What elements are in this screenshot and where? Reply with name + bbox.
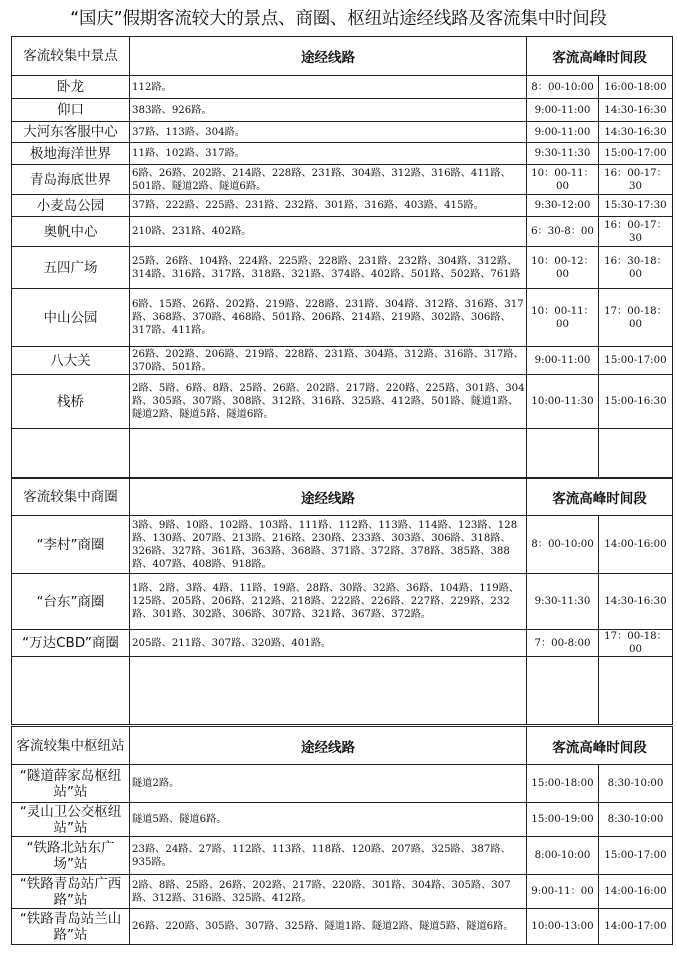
- scenic-spot-row: [12, 99, 673, 122]
- peak-time-2: 14:00-16:00: [599, 516, 673, 574]
- peak-time-1: 15:00-19:00: [527, 803, 599, 837]
- name-cell: 仰口: [12, 99, 130, 122]
- scenic-spot-row: [12, 375, 673, 429]
- business-area-row: [12, 516, 673, 574]
- name-cell: “铁路北站东广场”站: [12, 837, 130, 875]
- peak-time-1: 10：00-11：00: [527, 289, 599, 347]
- peak-time-2: 16：00-17：30: [599, 217, 673, 247]
- peak-time-2: 14:00-16:00: [599, 875, 673, 909]
- hub-header-row: [12, 727, 673, 765]
- name-cell: “隧道薛家岛枢纽站”站: [12, 765, 130, 803]
- hub-row: [12, 909, 673, 945]
- name-cell: 青岛海底世界: [12, 165, 130, 195]
- peak-time-1: 6：30-8：00: [527, 217, 599, 247]
- hub-row: [12, 803, 673, 837]
- name-cell: 极地海洋世界: [12, 143, 130, 165]
- routes-cell: 383路、926路。: [130, 99, 527, 122]
- routes-cell: 37路、113路、304路。: [130, 122, 527, 143]
- routes-cell: 205路、211路、307路、320路、401路。: [130, 630, 527, 657]
- hub-row: [12, 875, 673, 909]
- peak-time-2: 16：00-17：30: [599, 165, 673, 195]
- routes-cell: 112路。: [130, 76, 527, 99]
- routes-cell: 26路、202路、206路、219路、228路、231路、304路、312路、316路、317路、370路、501路。: [130, 347, 527, 375]
- peak-time-2: 15:00-17:00: [599, 143, 673, 165]
- name-cell: 中山公园: [12, 289, 130, 347]
- name-cell: “李村”商圈: [12, 516, 130, 574]
- peak-time-1: 9:30-12:00: [527, 195, 599, 217]
- name-cell: 五四广场: [12, 247, 130, 289]
- peak-time-2: 17：00-18：00: [599, 630, 673, 657]
- peak-time-2: 15:00-17:00: [599, 837, 673, 875]
- peak-time-1: 10：00-11：00: [527, 165, 599, 195]
- name-cell: “台东”商圈: [12, 574, 130, 630]
- peak-time-1: 10：00-12：00: [527, 247, 599, 289]
- peak-header: 客流高峰时间段: [527, 478, 673, 516]
- name-cell: 卧龙: [12, 76, 130, 99]
- name-cell: “铁路青岛站广西路”站: [12, 875, 130, 909]
- scenic-header-row: [12, 37, 673, 76]
- scenic-spot-row: [12, 122, 673, 143]
- peak-time-1: 9:00-11:00: [527, 347, 599, 375]
- routes-cell: 1路、2路、3路、4路、11路、19路、28路、30路、32路、36路、104路、119路、125路、205路、206路、212路、218路、222路、226路、227路、229路、232路、301路、302路、306路、307路、321路、367路、372路。: [130, 574, 527, 630]
- hubs-table: [11, 726, 673, 945]
- peak-time-1: 8:00-10:00: [527, 837, 599, 875]
- routes-cell: 23路、24路、27路、112路、113路、118路、120路、207路、325路、387路、935路。: [130, 837, 527, 875]
- peak-time-1: 9:00-11:00: [527, 99, 599, 122]
- scenic-spot-row: [12, 143, 673, 165]
- scenic-spot-row: [12, 165, 673, 195]
- name-cell: 八大关: [12, 347, 130, 375]
- name-cell: “铁路青岛站兰山路”站: [12, 909, 130, 945]
- peak-time-2: 14:30-16:30: [599, 99, 673, 122]
- scenic-spot-row: [12, 195, 673, 217]
- scenic-spots-table: [11, 36, 673, 479]
- peak-time-1: 10:00-13:00: [527, 909, 599, 945]
- scenic-spot-row: [12, 289, 673, 347]
- routes-header: 途经线路: [130, 478, 527, 516]
- routes-cell: 26路、220路、305路、307路、325路、隧道1路、隧道2路、隧道5路、隧道6路。: [130, 909, 527, 945]
- hub-row: [12, 765, 673, 803]
- routes-header: 途经线路: [130, 727, 527, 765]
- routes-cell: 隧道5路、隧道6路。: [130, 803, 527, 837]
- peak-time-1: 9:00-11：00: [527, 875, 599, 909]
- scenic-header-label: 客流较集中景点: [12, 37, 130, 76]
- routes-cell: 6路、15路、26路、202路、219路、228路、231路、304路、312路、316路、317路、368路、370路、468路、501路、206路、214路、219路、302路、306路、317路、411路。: [130, 289, 527, 347]
- peak-time-2: 15:00-17:00: [599, 347, 673, 375]
- hub-row: [12, 837, 673, 875]
- peak-time-2: 17：00-18：00: [599, 289, 673, 347]
- peak-time-2: 8:30-10:00: [599, 765, 673, 803]
- routes-cell: 210路、231路、402路。: [130, 217, 527, 247]
- routes-cell: 2路、5路、6路、8路、25路、26路、202路、217路、220路、225路、301路、304路、305路、307路、308路、312路、316路、325路、412路、501路、隧道1路、隧道2路、隧道5路、隧道6路。: [130, 375, 527, 429]
- peak-time-2: 8:30-10:00: [599, 803, 673, 837]
- peak-time-1: 8：00-10:00: [527, 76, 599, 99]
- peak-time-2: 14:30-16:30: [599, 574, 673, 630]
- name-cell: 栈桥: [12, 375, 130, 429]
- scenic-spot-row: [12, 217, 673, 247]
- business-header-row: [12, 478, 673, 516]
- business-areas-table: [11, 477, 673, 725]
- routes-header: 途经线路: [130, 37, 527, 76]
- routes-cell: 2路、8路、25路、26路、202路、217路、220路、301路、304路、305路、307路、312路、316路、325路、412路。: [130, 875, 527, 909]
- name-cell: 奥帆中心: [12, 217, 130, 247]
- name-cell: “灵山卫公交枢纽站”站: [12, 803, 130, 837]
- business-area-row: [12, 630, 673, 657]
- scenic-spot-row: [12, 247, 673, 289]
- peak-header: 客流高峰时间段: [527, 37, 673, 76]
- business-area-row: [12, 574, 673, 630]
- name-cell: “万达CBD”商圈: [12, 630, 130, 657]
- routes-cell: 11路、102路、317路。: [130, 143, 527, 165]
- peak-time-1: 9:30-11:30: [527, 143, 599, 165]
- routes-cell: 6路、26路、202路、214路、228路、231路、304路、312路、316路、411路、501路、隧道2路、隧道6路。: [130, 165, 527, 195]
- routes-cell: 3路、9路、10路、102路、103路、111路、112路、113路、114路、123路、128路、130路、207路、213路、216路、230路、233路、303路、306路、318路、326路、327路、361路、363路、368路、371路、372路、378路、385路、388路、407路、408路、918路。: [130, 516, 527, 574]
- peak-time-2: 15:30-17:30: [599, 195, 673, 217]
- peak-time-1: 10:00-11:30: [527, 375, 599, 429]
- page-title: “国庆”假期客流较大的景点、商圈、枢纽站途经线路及客流集中时间段: [70, 9, 607, 29]
- routes-cell: 隧道2路。: [130, 765, 527, 803]
- peak-time-1: 15:00-18:00: [527, 765, 599, 803]
- name-cell: 大河东客服中心: [12, 122, 130, 143]
- business-header-label: 客流较集中商圈: [12, 478, 130, 516]
- scenic-spot-row: [12, 347, 673, 375]
- peak-time-1: 8：00-10:00: [527, 516, 599, 574]
- peak-header: 客流高峰时间段: [527, 727, 673, 765]
- hub-header-label: 客流较集中枢纽站: [12, 727, 130, 765]
- peak-time-2: 14:30-16:30: [599, 122, 673, 143]
- peak-time-2: 15:00-16:30: [599, 375, 673, 429]
- peak-time-1: 7：00-8:00: [527, 630, 599, 657]
- name-cell: 小麦岛公园: [12, 195, 130, 217]
- peak-time-2: 16:00-18:00: [599, 76, 673, 99]
- routes-cell: 25路、26路、104路、224路、225路、228路、231路、232路、304路、312路、314路、316路、317路、318路、321路、374路、402路、501路、502路、761路: [130, 247, 527, 289]
- blank-row: [12, 657, 673, 725]
- scenic-spot-row: [12, 76, 673, 99]
- peak-time-1: 9:00-11:00: [527, 122, 599, 143]
- routes-cell: 37路、222路、225路、231路、232路、301路、316路、403路、415路。: [130, 195, 527, 217]
- peak-time-2: 14:00-17:00: [599, 909, 673, 945]
- peak-time-2: 16：30-18：00: [599, 247, 673, 289]
- peak-time-1: 9:30-11:30: [527, 574, 599, 630]
- blank-row: [12, 429, 673, 479]
